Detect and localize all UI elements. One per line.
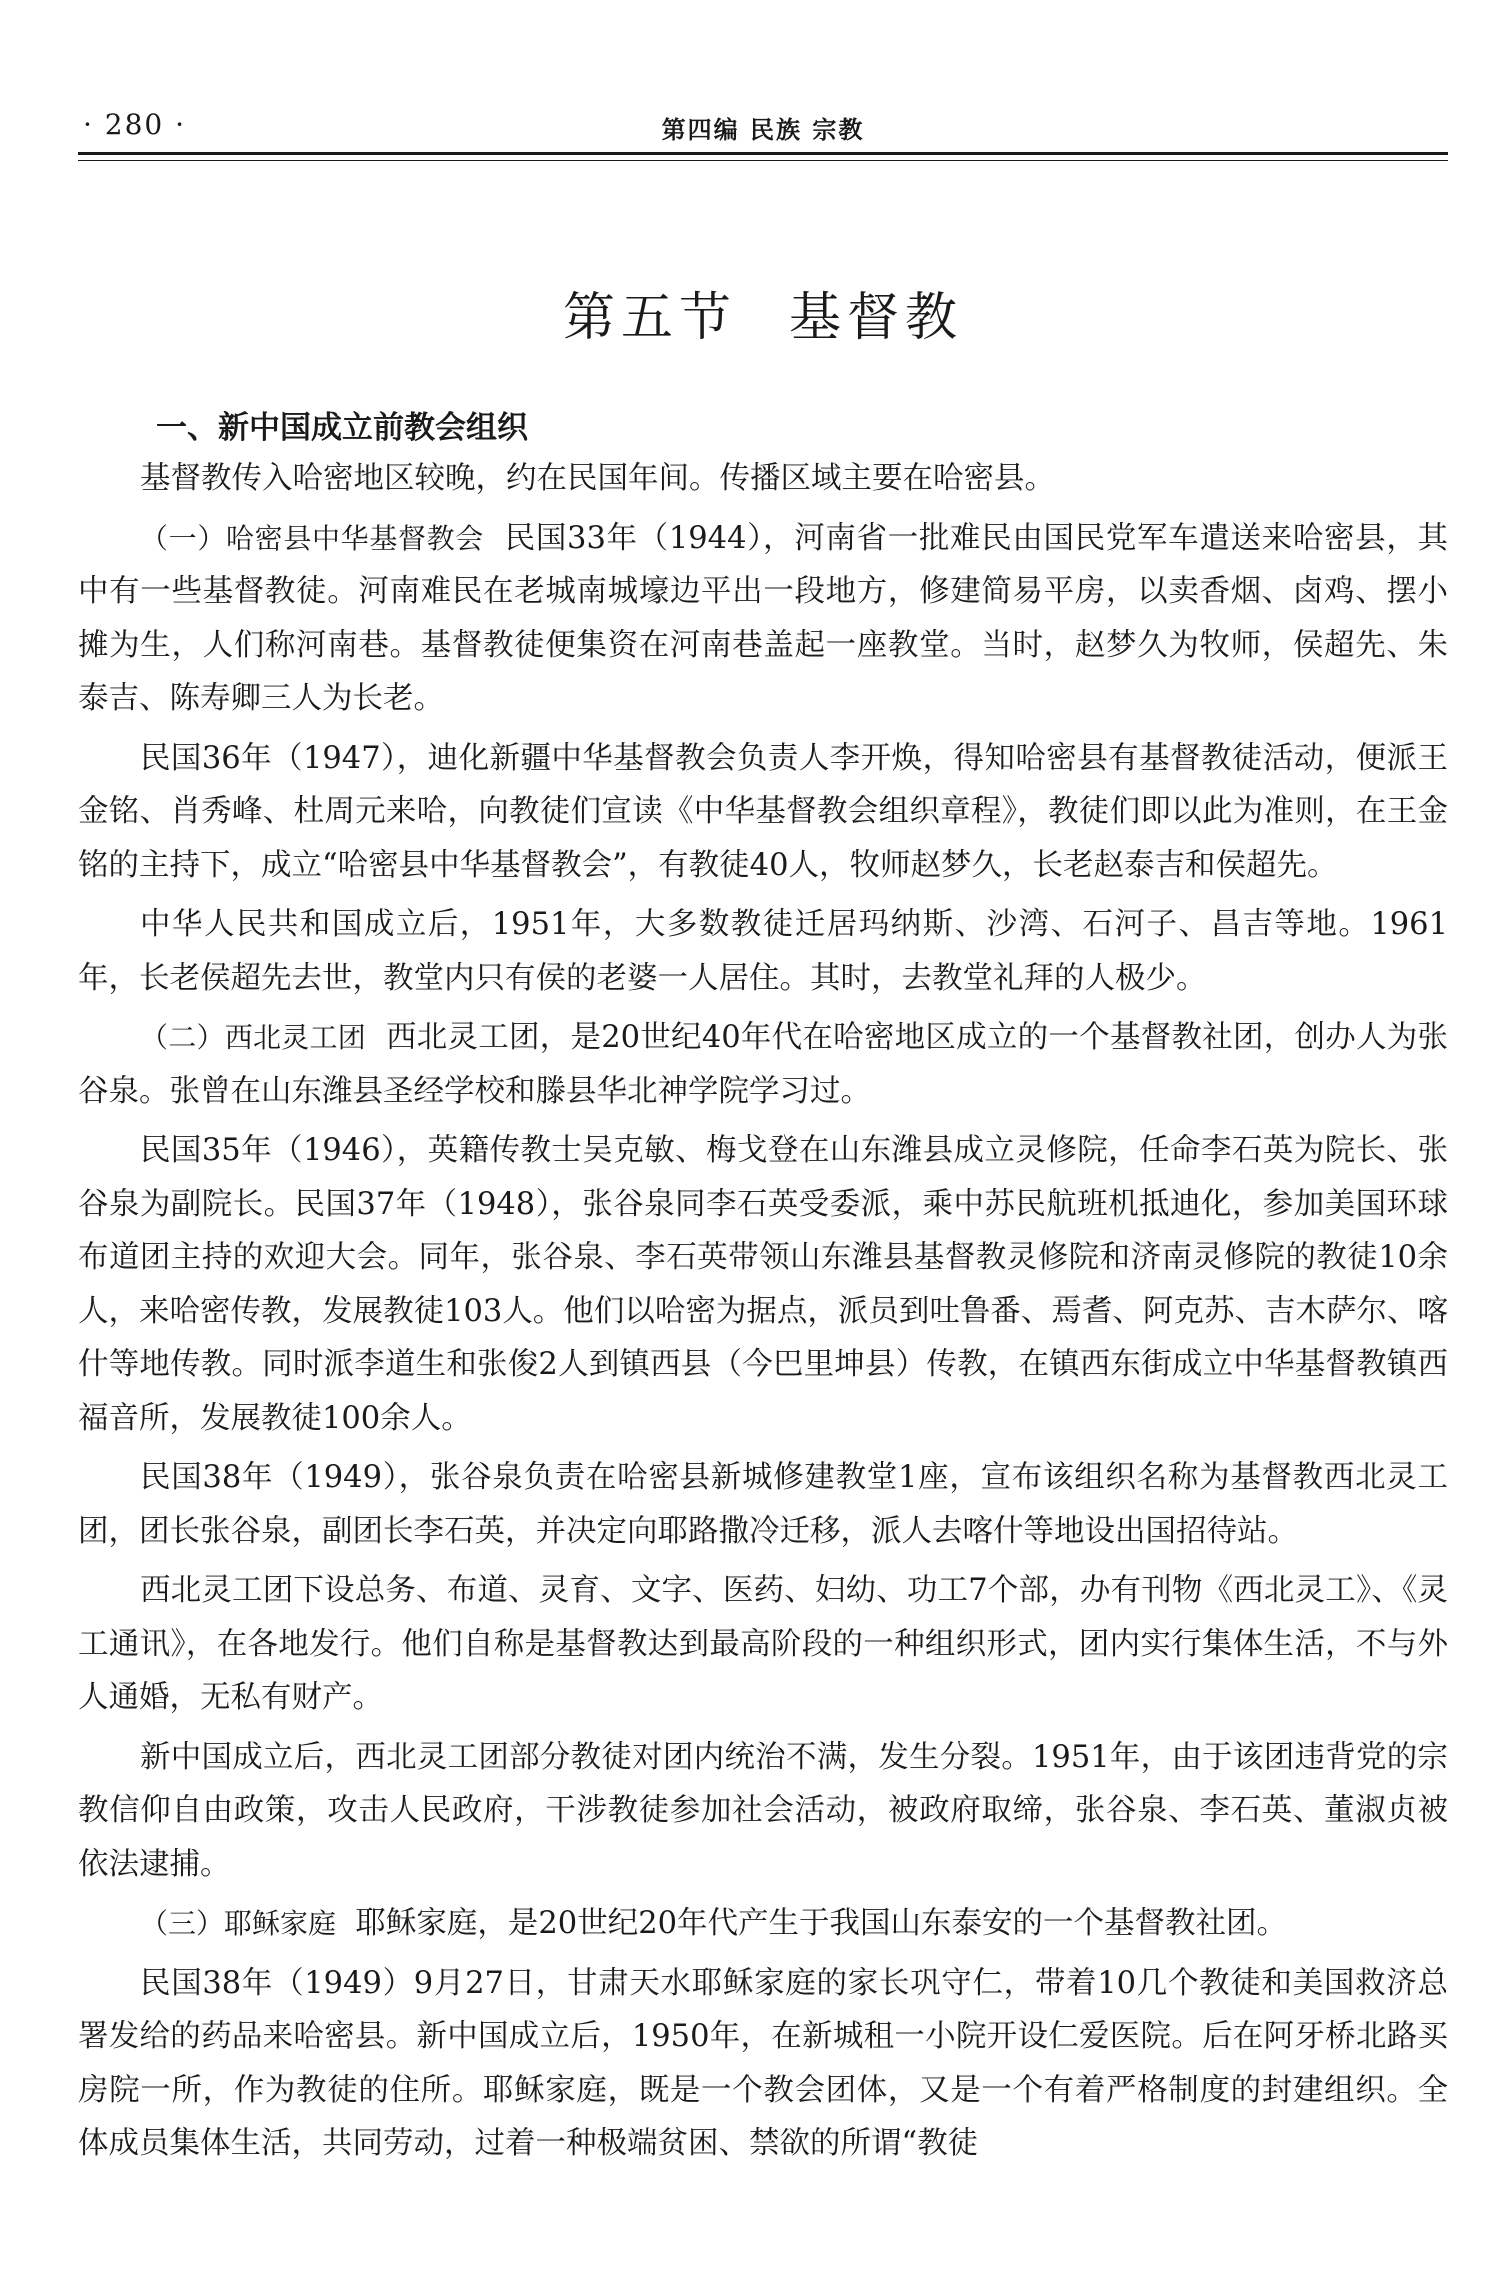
book-page [78, 0, 1448, 2273]
paragraph [78, 1124, 1448, 1445]
paragraph [78, 512, 1448, 726]
paragraph-text: 基督教传入哈密地区较晚，约在民国年间。传播区域主要在哈密县。 [140, 461, 1055, 496]
paragraph-text: 中华人民共和国成立后，1951年，大多数教徒迁居玛纳斯、沙湾、石河子、昌吉等地。1961年，长老侯超先去世，教堂内只有侯的老婆一人居住。其时，去教堂礼拜的人极少。 [78, 907, 1448, 996]
section-number: 第五节 [562, 287, 737, 348]
running-head [78, 108, 1448, 148]
paragraph-text: 民国36年（1947），迪化新疆中华基督教会负责人李开焕，得知哈密县有基督教徒活动，便派王金铭、肖秀峰、杜周元来哈，向教徒们宣读《中华基督教会组织章程》，教徒们即以此为准则，在王金铭的主持下，成立“哈密县中华基督教会”，有教徒40人，牧师赵梦久，长老赵泰吉和侯超先。 [78, 740, 1448, 883]
paragraph-text: 民国33年（1944），河南省一批难民由国民党军车遣送来哈密县，其中有一些基督教徒。河南难民在老城南城壕边平出一段地方，修建简易平房，以卖香烟、卤鸡、摆小摊为生，人们称河南巷。基督教徒便集资在河南巷盖起一座教堂。当时，赵梦久为牧师，侯超先、朱泰吉、陈寿卿三人为长老。 [78, 520, 1449, 716]
paragraph-text: 民国38年（1949），张谷泉负责在哈密县新城修建教堂1座，宣布该组织名称为基督教西北灵工团，团长张谷泉，副团长李石英，并决定向耶路撒冷迁移，派人去喀什等地设出国招待站。 [78, 1460, 1448, 1549]
section-name: 基督教 [789, 287, 964, 348]
running-title: 第四编 民族 宗教 [661, 115, 865, 144]
paragraph-label: （一）哈密县中华基督教会 [140, 521, 484, 555]
paragraph [78, 1957, 1448, 2171]
paragraph-text: 新中国成立后，西北灵工团部分教徒对团内统治不满，发生分裂。1951年，由于该团违背党的宗教信仰自由政策，攻击人民政府，干涉教徒参加社会活动，被政府取缔，张谷泉、李石英、董淑贞被依法逮捕。 [78, 1739, 1448, 1882]
paragraph [78, 1897, 1448, 1951]
paragraph [78, 898, 1448, 1005]
body-text [78, 452, 1448, 2177]
paragraph-text: 西北灵工团，是20世纪40年代在哈密地区成立的一个基督教社团，创办人为张谷泉。张曾在山东潍县圣经学校和滕县华北神学院学习过。 [78, 1020, 1448, 1109]
paragraph [78, 732, 1448, 893]
subsection-heading: 一、新中国成立前教会组织 [156, 409, 528, 446]
paragraph [78, 452, 1448, 506]
paragraph-text: 民国38年（1949）9月27日，甘肃天水耶稣家庭的家长巩守仁，带着10几个教徒和美国救济总署发给的药品来哈密县。新中国成立后，1950年，在新城租一小院开设仁爱医院。后在阿牙桥北路买房院一所，作为教徒的住所。耶稣家庭，既是一个教会团体，又是一个有着严格制度的封建组织。全体成员集体生活，共同劳动，过着一种极端贫困、禁欲的所谓“教徒 [78, 1965, 1448, 2161]
page-number: · 280 · [83, 108, 187, 141]
paragraph [78, 1731, 1448, 1892]
paragraph [78, 1011, 1448, 1118]
paragraph [78, 1451, 1448, 1558]
paragraph-label: （三）耶稣家庭 [140, 1907, 337, 1940]
paragraph-text: 耶稣家庭，是20世纪20年代产生于我国山东泰安的一个基督教社团。 [355, 1906, 1288, 1941]
paragraph-label: （二）西北灵工团 [140, 1021, 367, 1054]
paragraph-text: 西北灵工团下设总务、布道、灵育、文字、医药、妇幼、功工7个部，办有刊物《西北灵工》、《灵工通讯》，在各地发行。他们自称是基督教达到最高阶段的一种组织形式，团内实行集体生活，不与外人通婚，无私有财产。 [78, 1573, 1448, 1715]
header-rule-thin [78, 160, 1448, 161]
paragraph [78, 1564, 1448, 1725]
section-title [78, 275, 1448, 350]
paragraph-text: 民国35年（1946），英籍传教士吴克敏、梅戈登在山东潍县成立灵修院，任命李石英为院长、张谷泉为副院长。民国37年（1948），张谷泉同李石英受委派，乘中苏民航班机抵迪化，参加美国环球布道团主持的欢迎大会。同年，张谷泉、李石英带领山东潍县基督教灵修院和济南灵修院的教徒10余人，来哈密传教，发展教徒103人。他们以哈密为据点，派员到吐鲁番、焉耆、阿克苏、吉木萨尔、喀什等地传教。同时派李道生和张俊2人到镇西县（今巴里坤县）传教，在镇西东街成立中华基督教镇西福音所，发展教徒100余人。 [78, 1133, 1448, 1436]
header-rule-thick [78, 152, 1448, 155]
